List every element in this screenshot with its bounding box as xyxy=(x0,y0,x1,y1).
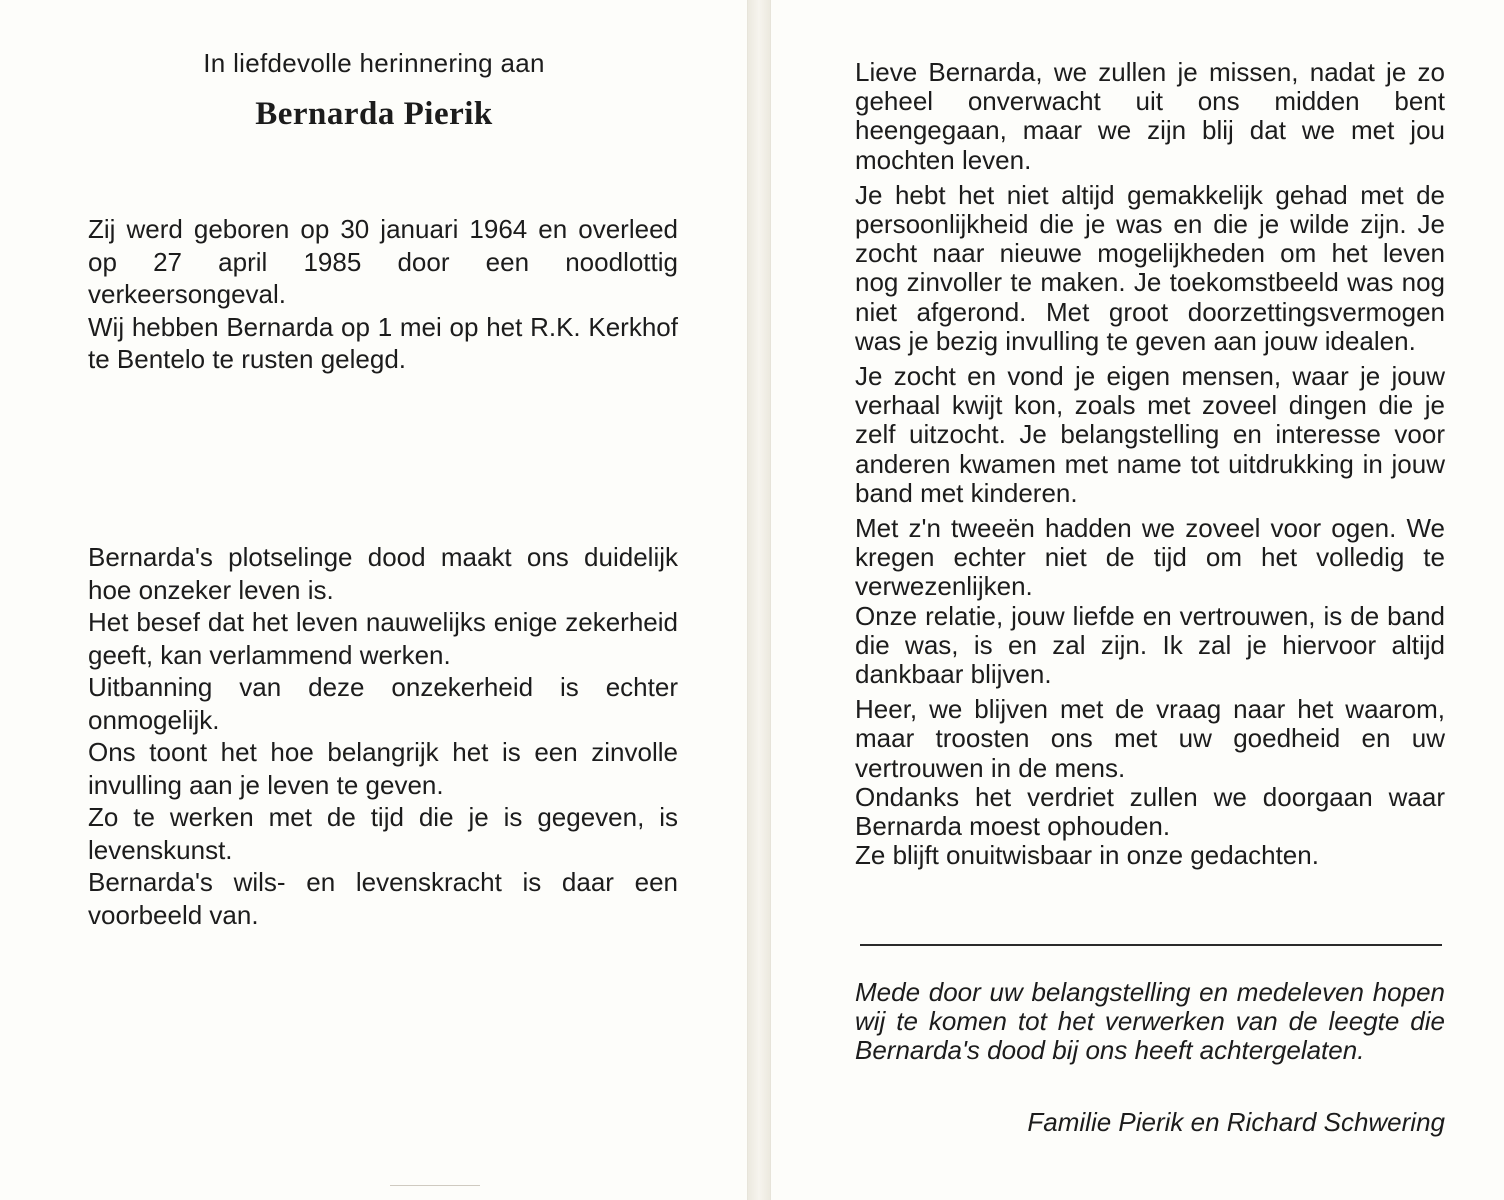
deceased-name: Bernarda Pierik xyxy=(255,96,493,132)
closing-statement: Mede door uw belangstelling en medeleven hopen wij te komen tot het verwerken van de leegte die Bernarda's dood bij ons heeft achtergelaten. xyxy=(855,977,1445,1065)
letter-paragraph: Je zocht en vond je eigen mensen, waar je jouw verhaal kwijt kon, zoals met zoveel dingen die je zelf uitzocht. Je belangstelling en interesse voor anderen kwamen met name tot uitdrukking in jouw band met kinderen. xyxy=(855,361,1445,508)
letter-paragraph: Heer, we blijven met de vraag naar het waarom, maar troosten ons met uw goedheid en uw vertrouwen in de mens. xyxy=(855,694,1445,783)
birth-death-section xyxy=(88,213,678,376)
reflection-paragraph: Zo te werken met de tijd die je is gegeven, is levenskunst. xyxy=(88,802,678,865)
section-divider xyxy=(860,944,1442,946)
letter-paragraph: Met z'n tweeën hadden we zoveel voor ogen. We kregen echter niet de tijd om het volledig te verwezenlijken. xyxy=(855,513,1445,602)
reflection-paragraph: Uitbanning van deze onzekerheid is echter onmogelijk. xyxy=(88,672,678,735)
intro-line: In liefdevolle herinnering aan xyxy=(203,48,545,78)
letter-paragraph: Onze relatie, jouw liefde en vertrouwen, is de band die was, is en zal zijn. Ik zal je hiervoor altijd dankbaar blijven. xyxy=(855,600,1445,690)
reflection-paragraph: Het besef dat het leven nauwelijks enige zekerheid geeft, kan verlammend werken. xyxy=(88,607,678,670)
fold-gutter xyxy=(748,0,770,1200)
reflection-section xyxy=(88,541,678,931)
birth-paragraph: Zij werd geboren op 30 januari 1964 en overleed op 27 april 1985 door een noodlottig verkeersongeval. xyxy=(88,214,678,309)
reflection-paragraph: Bernarda's plotselinge dood maakt ons duidelijk hoe onzeker leven is. xyxy=(88,542,678,605)
reflection-paragraph: Bernarda's wils- en levenskracht is daar een voorbeeld van. xyxy=(88,867,678,930)
left-page xyxy=(0,0,748,1200)
letter-paragraph: Je hebt het niet altijd gemakkelijk gehad met de persoonlijkheid die je was en die je wilde zijn. Je zocht naar nieuwe mogelijkheden om het leven nog zinvoller te maken. Je toekomstbeeld was nog niet afgerond. Met groot doorzettingsvermogen was je bezig invulling te geven aan jouw idealen. xyxy=(855,179,1445,356)
letter-paragraph: Lieve Bernarda, we zullen je missen, nadat je zo geheel onverwacht uit ons midden bent heengegaan, maar we zijn blij dat we met jou mochten leven. xyxy=(855,57,1445,175)
letter-section xyxy=(855,58,1445,870)
letter-paragraph: Ondanks het verdriet zullen we doorgaan waar Bernarda moest ophouden. xyxy=(855,781,1445,842)
burial-paragraph: Wij hebben Bernarda op 1 mei op het R.K. Kerkhof te Bentelo te rusten gelegd. xyxy=(88,311,678,374)
family-signature: Familie Pierik en Richard Schwering xyxy=(1027,1107,1445,1137)
scan-edge-mark xyxy=(390,1185,480,1186)
letter-paragraph: Ze blijft onuitwisbaar in onze gedachten. xyxy=(855,840,1319,871)
reflection-paragraph: Ons toont het hoe belangrijk het is een zinvolle invulling aan je leven te geven. xyxy=(88,737,678,800)
